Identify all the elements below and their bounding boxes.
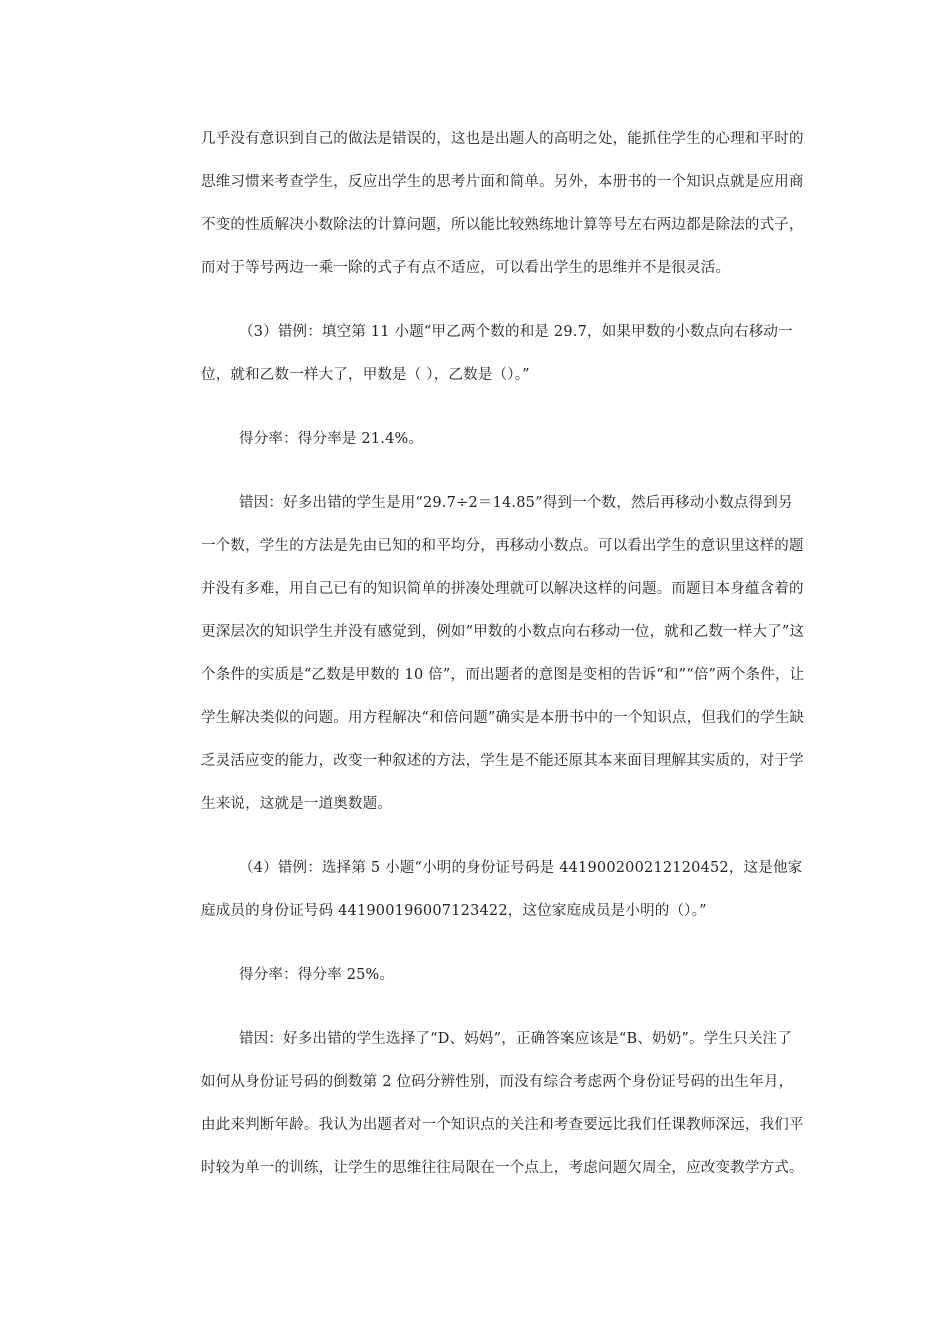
paragraph-error-example-4: （4）错例：选择第 5 小题“小明的身份证号码是 441900200212120452，这是他家庭成员的身份证号码 441900196007123422，这位家庭成员是小明的（）。” [201, 860, 803, 919]
paragraph-error-cause-4: 错因：好多出错的学生选择了“D、妈妈”，正确答案应该是“B、奶奶”。学生只关注了如何从身份证号码的倒数第 2 位码分辨性别，而没有综合考虑两个身份证号码的出生年月，由此来判断年龄。我认为出题者对一个知识点的关注和考查要远比我们任课教师深远，我们平时较为单一的训练，让学生的思维往往局限在一个点上，考虑问题欠周全，应改变教学方式。 [201, 1031, 804, 1176]
paragraph-continuation: 几乎没有意识到自己的做法是错误的，这也是出题人的高明之处，能抓住学生的心理和平时的思维习惯来考查学生，反应出学生的思考片面和简单。另外，本册书的一个知识点就是应用商不变的性质解决小数除法的计算问题，所以能比较熟练地计算等号左右两边都是除法的式子，而对于等号两边一乘一除的式子有点不适应，可以看出学生的思维并不是很灵活。 [201, 131, 804, 276]
paragraph-error-example-3: （3）错例：填空第 11 小题“甲乙两个数的和是 29.7，如果甲数的小数点向右移动一位，就和乙数一样大了，甲数是（ ），乙数是（）。” [201, 324, 793, 383]
paragraph-score-rate-3: 得分率：得分率是 21.4%。 [239, 431, 424, 447]
paragraph-score-rate-4: 得分率：得分率 25%。 [239, 967, 395, 983]
document-body [201, 118, 806, 1190]
paragraph-error-cause-3: 错因：好多出错的学生是用“29.7÷2＝14.85”得到一个数，然后再移动小数点得到另一个数，学生的方法是先由已知的和平均分，再移动小数点。可以看出学生的意识里这样的题并没有多难，用自己已有的知识简单的拼凑处理就可以解决这样的问题。而题目本身蕴含着的更深层次的知识学生并没有感觉到，例如“甲数的小数点向右移动一位，就和乙数一样大了”这个条件的实质是“乙数是甲数的 10 倍”，而出题者的意图是变相的告诉“和”“倍”两个条件，让学生解决类似的问题。用方程解决“和倍问题”确实是本册书中的一个知识点，但我们的学生缺乏灵活应变的能力，改变一种叙述的方法，学生是不能还原其本来面目理解其实质的，对于学生来说，这就是一道奥数题。 [201, 495, 805, 812]
